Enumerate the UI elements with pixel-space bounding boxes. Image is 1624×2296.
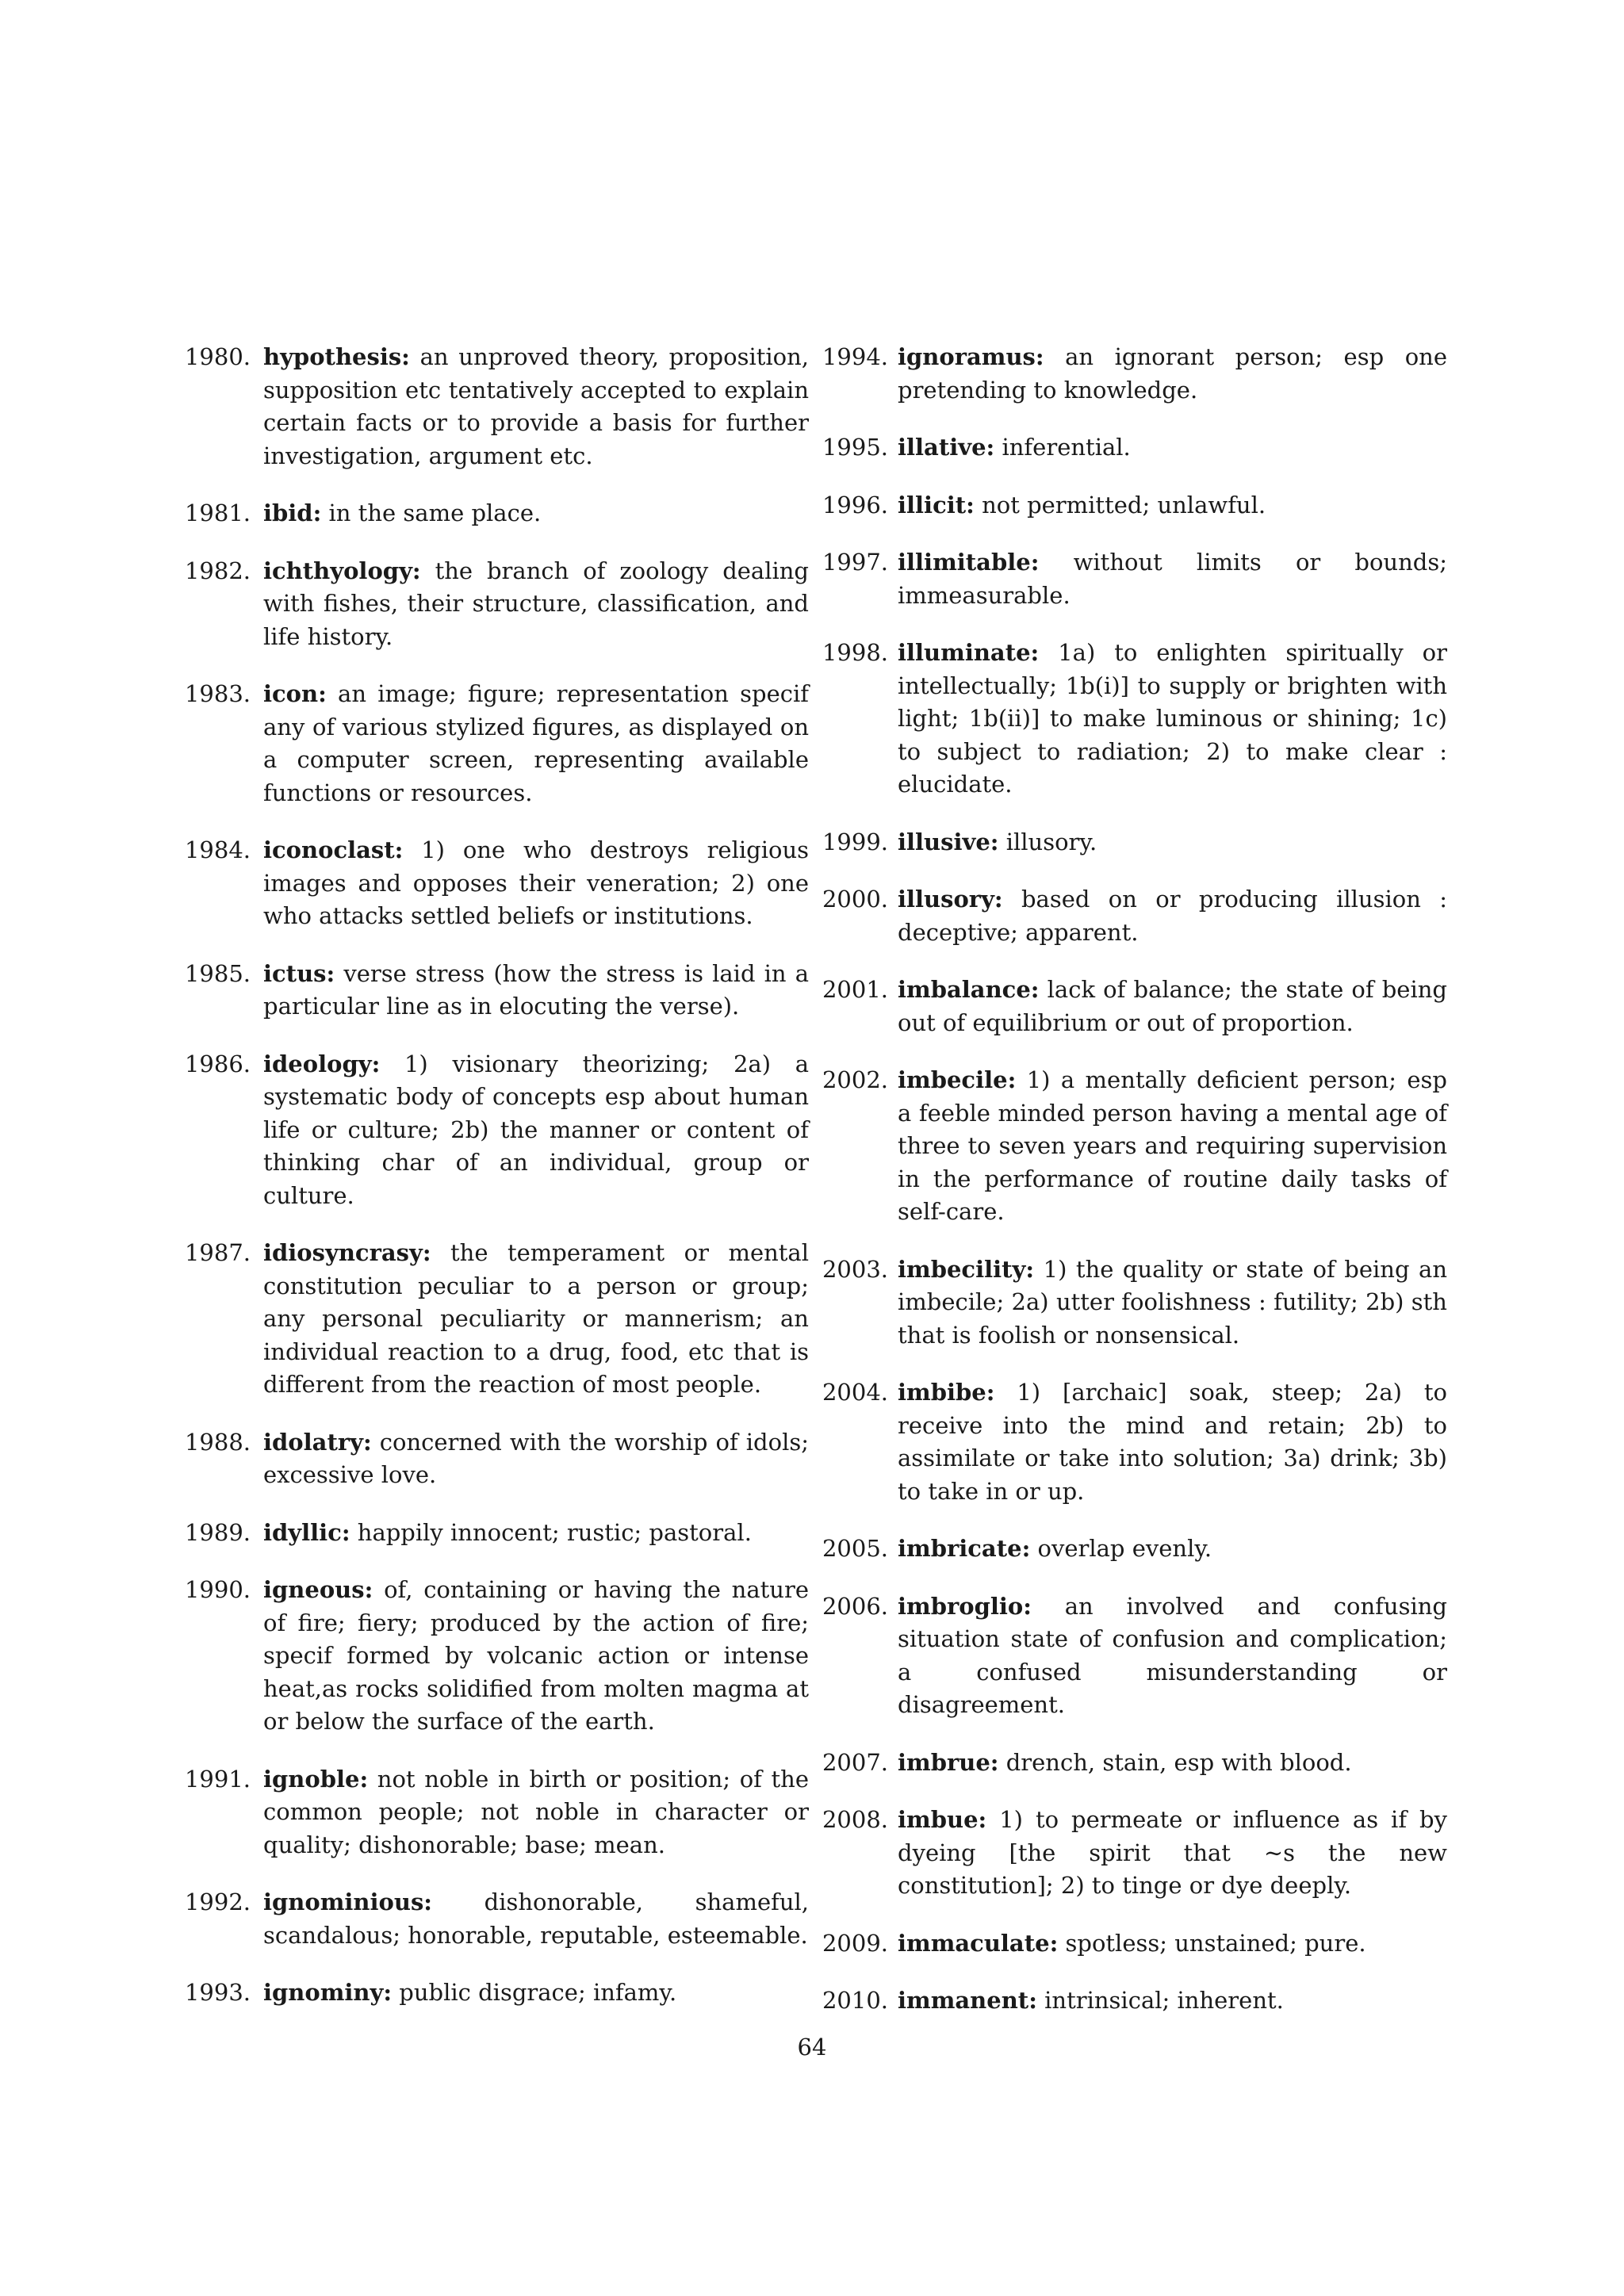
entry-definition: illusory. <box>1005 828 1097 855</box>
entry-body <box>898 1533 1447 1566</box>
entry-body <box>263 1886 809 1952</box>
glossary-entry <box>174 341 809 473</box>
entry-definition: 1) a mentally deficient person; esp a feeble minded person having a mental age of three to seven years and requiring supervision in the performance of routine daily tasks of self-care. <box>898 1066 1447 1225</box>
entry-number: 1985. <box>184 959 251 987</box>
entry-body <box>263 1237 809 1402</box>
glossary-entry <box>809 974 1447 1039</box>
entry-number: 1998. <box>822 639 888 666</box>
glossary-entry <box>809 1533 1447 1566</box>
entry-term: illusory: <box>898 886 1003 913</box>
glossary-entry <box>809 637 1447 802</box>
page-number: 64 <box>797 2034 827 2061</box>
entry-body <box>263 497 809 530</box>
entry-definition: 1) to permeate or influence as if by dyeing [the spirit that ∼s the new constitution]; 2) to tinge or dye deeply. <box>898 1806 1447 1899</box>
glossary-entry <box>809 1590 1447 1722</box>
entry-body <box>898 1747 1447 1780</box>
entry-term: ignominy: <box>263 1979 393 2006</box>
entry-term: ictus: <box>263 959 335 987</box>
entry-term: imbricate: <box>898 1535 1031 1562</box>
entry-definition: not permitted; unlawful. <box>982 491 1266 519</box>
glossary-entry <box>809 546 1447 612</box>
entry-body <box>263 1517 809 1550</box>
entry-term: idyllic: <box>263 1518 350 1546</box>
entry-body <box>263 1048 809 1213</box>
entry-definition: of, containing or having the nature of fire; fiery; produced by the action of fire; specif formed by volcanic action or intense heat,as rocks solidified from molten magma at or below the surface of the earth. <box>263 1576 810 1735</box>
entry-definition: an image; figure; representation specif any of various stylized figures, as displayed on a computer screen, representing available functions or resources. <box>263 680 810 806</box>
entry-body <box>898 974 1447 1039</box>
entry-body <box>263 958 809 1024</box>
entry-term: ibid: <box>263 499 322 526</box>
entry-term: idolatry: <box>263 1428 372 1456</box>
glossary-entry <box>809 1927 1447 1961</box>
entry-term: immaculate: <box>898 1929 1059 1957</box>
entry-definition: the branch of zoology dealing with fishes, their structure, classification, and life history. <box>263 557 809 650</box>
entry-number: 1992. <box>184 1888 251 1915</box>
glossary-entry <box>174 1976 809 2010</box>
entry-definition: based on or producing illusion : deceptive; apparent. <box>898 886 1448 946</box>
entry-body <box>898 826 1447 859</box>
entry-number: 2009. <box>822 1929 888 1957</box>
entry-number: 1996. <box>822 491 888 519</box>
entry-body <box>898 546 1447 612</box>
glossary-entry <box>174 1517 809 1550</box>
entry-definition: 1a) to enlighten spiritually or intellectually; 1b(i)] to supply or brighten with light; 1b(ii)] to make luminous or shining; 1c) to subject to radiation; 2) to make clear : elucidate. <box>898 639 1448 798</box>
entry-definition: public disgrace; infamy. <box>399 1979 677 2006</box>
entry-definition: 1) visionary theorizing; 2a) a systematic body of concepts esp about human life or culture; 2b) the manner or content of thinking char of an individual, group or culture. <box>263 1050 810 1209</box>
entry-number: 2000. <box>822 886 888 913</box>
glossary-entry <box>809 826 1447 859</box>
glossary-entry <box>174 1426 809 1492</box>
entry-number: 1984. <box>184 836 251 863</box>
entry-body <box>263 1426 809 1492</box>
glossary-entry <box>809 1747 1447 1780</box>
entry-number: 1980. <box>184 343 251 370</box>
entry-definition: 1) one who destroys religious images and opposes their veneration; 2) one who attacks settled beliefs or institutions. <box>263 836 809 929</box>
entry-term: igneous: <box>263 1576 373 1603</box>
entry-body <box>898 1984 1447 2018</box>
entry-body <box>898 341 1447 407</box>
entry-definition: verse stress (how the stress is laid in a particular line as in elocuting the verse). <box>263 959 810 1020</box>
entry-number: 1981. <box>184 499 251 526</box>
entry-body <box>898 431 1447 465</box>
glossary-entry <box>174 1574 809 1739</box>
entry-term: imbecile: <box>898 1066 1017 1093</box>
entry-definition: the temperament or mental constitution peculiar to a person or group; any personal peculiarity or mannerism; an individual reaction to a drug, food, etc that is different from the reaction of most people. <box>263 1239 810 1398</box>
entry-body <box>263 341 809 473</box>
right-column <box>809 341 1447 2042</box>
entry-term: immanent: <box>898 1987 1037 2014</box>
entry-number: 1986. <box>184 1050 251 1077</box>
entry-term: hypothesis: <box>263 343 410 370</box>
entry-body <box>263 1976 809 2010</box>
entry-term: illative: <box>898 434 995 461</box>
glossary-entry <box>174 678 809 809</box>
entry-number: 1983. <box>184 680 251 707</box>
entry-term: icon: <box>263 680 327 707</box>
entry-definition: intrinsical; inherent. <box>1044 1987 1284 2014</box>
glossary-entry <box>809 489 1447 522</box>
entry-definition: inferential. <box>1002 434 1131 461</box>
entry-definition: not noble in birth or position; of the common people; not noble in character or quality; dishonorable; base; mean. <box>263 1765 810 1858</box>
entry-definition: an involved and confusing situation state of confusion and complication; a confused misunderstanding or disagreement. <box>898 1592 1447 1718</box>
glossary-entry <box>174 555 809 654</box>
entry-number: 1991. <box>184 1765 251 1793</box>
entry-number: 1989. <box>184 1518 251 1546</box>
entry-term: imbecility: <box>898 1255 1035 1283</box>
entry-definition: overlap evenly. <box>1037 1535 1212 1562</box>
entry-body <box>898 1253 1447 1353</box>
entry-term: iconoclast: <box>263 836 404 863</box>
entry-term: ignominious: <box>263 1888 432 1915</box>
entry-number: 1995. <box>822 434 888 461</box>
glossary-entry <box>809 1376 1447 1508</box>
entry-body <box>898 883 1447 949</box>
entry-number: 1982. <box>184 557 251 584</box>
entry-definition: concerned with the worship of idols; excessive love. <box>263 1428 809 1488</box>
entry-body <box>263 834 809 933</box>
entry-body <box>898 1590 1447 1722</box>
entry-body <box>263 1574 809 1739</box>
glossary-entry <box>174 1048 809 1213</box>
entry-number: 1987. <box>184 1239 251 1266</box>
entry-term: ignoble: <box>263 1765 369 1793</box>
entry-term: idiosyncrasy: <box>263 1239 431 1266</box>
glossary-entry <box>174 497 809 530</box>
entry-term: illicit: <box>898 491 975 519</box>
entry-number: 2002. <box>822 1066 888 1093</box>
entry-number: 2004. <box>822 1379 888 1406</box>
glossary-entry <box>809 341 1447 407</box>
entry-term: imbalance: <box>898 976 1040 1003</box>
glossary-entry <box>809 1984 1447 2018</box>
entry-number: 1990. <box>184 1576 251 1603</box>
entry-definition: 1) the quality or state of being an imbecile; 2a) utter foolishness : futility; 2b) sth that is foolish or nonsensical. <box>898 1255 1447 1349</box>
entry-definition: without limits or bounds; immeasurable. <box>898 549 1448 609</box>
entry-body <box>898 489 1447 522</box>
entry-number: 2005. <box>822 1535 888 1562</box>
entry-number: 2008. <box>822 1806 888 1833</box>
entry-number: 1988. <box>184 1428 251 1456</box>
entry-definition: in the same place. <box>328 499 542 526</box>
glossary-entry <box>809 1804 1447 1903</box>
glossary-entry <box>174 1886 809 1952</box>
entry-term: imbue: <box>898 1806 987 1833</box>
glossary-entry <box>174 1763 809 1862</box>
entry-number: 1999. <box>822 828 888 855</box>
entry-term: ignoramus: <box>898 343 1044 370</box>
glossary-entry <box>174 834 809 933</box>
entry-number: 2003. <box>822 1255 888 1283</box>
glossary-entry <box>809 883 1447 949</box>
entry-body <box>898 1927 1447 1961</box>
entry-number: 2001. <box>822 976 888 1003</box>
entry-definition: dishonorable, shameful, scandalous; honorable, reputable, esteemable. <box>263 1888 810 1949</box>
entry-definition: spotless; unstained; pure. <box>1065 1929 1366 1957</box>
entry-term: imbrue: <box>898 1748 999 1776</box>
entry-term: illimitable: <box>898 549 1040 576</box>
glossary-entry <box>809 431 1447 465</box>
entry-body <box>898 637 1447 802</box>
entry-definition: lack of balance; the state of being out of equilibrium or out of proportion. <box>898 976 1447 1036</box>
glossary-entry <box>809 1253 1447 1353</box>
entry-number: 1993. <box>184 1979 251 2006</box>
entry-term: imbroglio: <box>898 1592 1032 1620</box>
entry-number: 2007. <box>822 1748 888 1776</box>
entry-term: ideology: <box>263 1050 381 1077</box>
entry-term: illusive: <box>898 828 999 855</box>
entry-number: 1997. <box>822 549 888 576</box>
entry-definition: happily innocent; rustic; pastoral. <box>357 1518 752 1546</box>
glossary-entry <box>174 958 809 1024</box>
entry-body <box>263 678 809 809</box>
entry-term: imbibe: <box>898 1379 995 1406</box>
entry-body <box>263 1763 809 1862</box>
left-column <box>174 341 809 2034</box>
entry-number: 1994. <box>822 343 888 370</box>
entry-body <box>898 1064 1447 1229</box>
glossary-entry <box>174 1237 809 1402</box>
entry-body <box>898 1804 1447 1903</box>
entry-definition: 1) [archaic] soak, steep; 2a) to receive into the mind and retain; 2b) to assimilate or take into solution; 3a) drink; 3b) to take in or up. <box>898 1379 1447 1505</box>
entry-body <box>898 1376 1447 1508</box>
entry-definition: drench, stain, esp with blood. <box>1005 1748 1352 1776</box>
entry-term: ichthyology: <box>263 557 421 584</box>
entry-body <box>263 555 809 654</box>
entry-term: illuminate: <box>898 639 1040 666</box>
entry-number: 2006. <box>822 1592 888 1620</box>
entry-definition: an ignorant person; esp one pretending to knowledge. <box>898 343 1448 404</box>
glossary-entry <box>809 1064 1447 1229</box>
entry-definition: an unproved theory, proposition, supposition etc tentatively accepted to explain certain facts or to provide a basis for further investigation, argument etc. <box>263 343 810 469</box>
entry-number: 2010. <box>822 1987 888 2014</box>
